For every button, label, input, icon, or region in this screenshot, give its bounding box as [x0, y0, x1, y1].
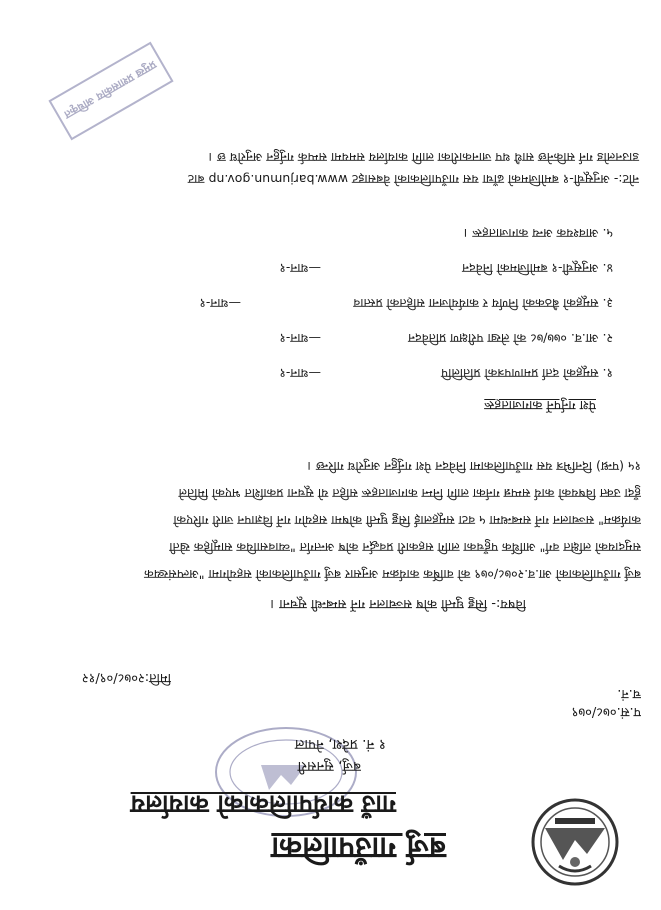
body-line-1: बर्जु गाउँपालिकाको आ.व.२०७८/०७९ को वार्षिक कार्यक्रम अनुसार बर्जु गाउँपालिकाको सहयोगमा "अल्पसंख्यक	[144, 567, 641, 582]
footer-note-line-1: नोट:- अनुसूची-१ बमोजिमको ढाँचा यस गाउँपालिकाको वेबसाइट www.barjumun.gov.np बाट	[187, 172, 639, 187]
stamp-text: प्रमुख प्रशासकीय अधिकृत	[61, 58, 159, 122]
list-item-1-note: —थान-१	[279, 366, 321, 381]
letter-date: मिति:२०७८/०९/१२	[81, 670, 171, 685]
body-line-3: कार्यक्रम" सञ्चालन गर्ने सम्बन्धमा ५ वटा समूहलाई सिड्ड घुम्ती कोषमा सहयोग गर्ने विज्ञापन जारी गरिएको	[173, 513, 641, 528]
government-emblem-logo	[525, 795, 625, 890]
letter-subject: विषय:- सिड्ड घुम्ती कोष सञ्चालन गर्ने सम्बन्धी सूचना ।	[270, 596, 526, 611]
signature-stamp	[47, 40, 175, 142]
body-line-2: समुदायको लक्षित वर्ग" आर्थिक पहुँचका लागि सहकारी प्रवर्द्धन कोष अन्तर्गत "व्यावसायिक सामूहिक खेती	[169, 540, 641, 555]
list-item-3: ३. समूहको बैठकको निर्णय र कार्ययोजना सहितको प्रस्ताव	[353, 296, 613, 311]
list-item-1: १. समूहको दर्ता प्रमाणपत्रको प्रतिलिपि	[441, 366, 613, 381]
body-line-5: १५ (पन्ध्र) दिनभित्र यस गाउँपालिकामा निवेदन पेश गर्नुहुन अनुरोध गरिन्छ ।	[307, 459, 641, 474]
province-line: १ नं. प्रदेश, नेपाल	[294, 736, 386, 752]
list-item-2: २. आ.व. ०७७/७८ को लेखा परीक्षण प्रतिवेदन	[408, 331, 613, 346]
body-line-4: हुँदा उक्त विषयको कार्य सम्पन्न गर्नका लागि निम्न कागजातहरू सहित यो सूचना प्रकाशित भएको मितिले	[178, 486, 641, 501]
list-item-3-note: —थान-१	[199, 296, 241, 311]
list-item-2-note: —थान-१	[279, 331, 321, 346]
reference-number: प.सं.०७८/०७९	[571, 704, 641, 719]
chalani-number: च.नं.	[617, 686, 641, 701]
list-item-4: ४. अनुसूची-१ बमोजिमको निवेदन	[462, 261, 613, 276]
office-address: बर्जु, सुनसरी	[297, 758, 361, 774]
executive-office-title: गाउँ कार्यपालिकाको कार्यालय	[130, 790, 396, 819]
footer-note-line-2: डाउनलोड गर्न सकिनेछ साथै थप जानकारीका लागि कार्यालय समयमा सम्पर्क गर्नुहुन अनुरोध छ ।	[208, 150, 639, 165]
list-item-5: ५. आवश्यक अन्य कागजातहरू ।	[463, 226, 613, 241]
documents-list-title: पेश गर्नुपर्ने कागजातहरू	[484, 397, 596, 412]
office-name: बर्जु गाउँपालिका	[271, 830, 446, 865]
list-item-4-note: —थान-१	[279, 261, 321, 276]
